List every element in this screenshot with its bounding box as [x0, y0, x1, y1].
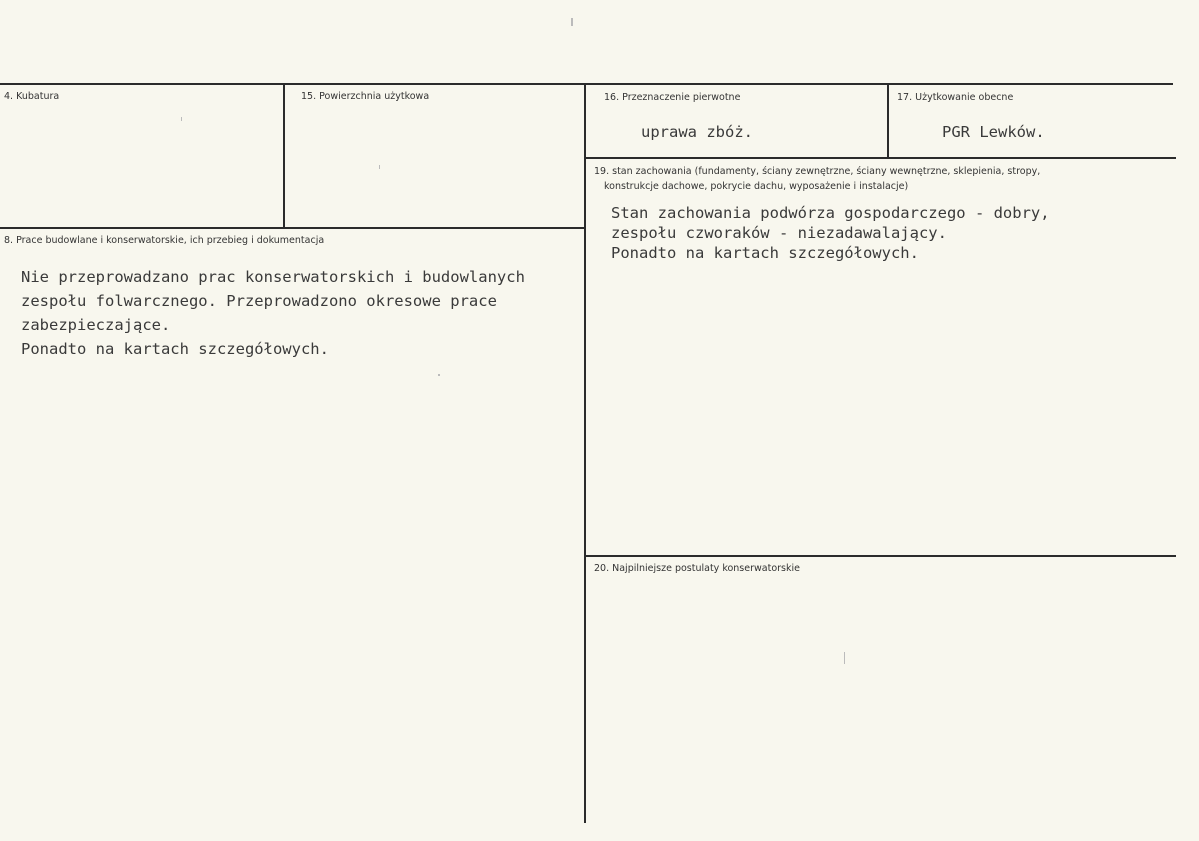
field-19-line: Ponadto na kartach szczegółowych.	[611, 244, 919, 262]
field-19-label-line: konstrukcje dachowe, pokrycie dachu, wyposażenie i instalacje)	[604, 181, 909, 192]
rule-under-14-15	[0, 227, 586, 229]
field-20-label: 20. Najpilniejsze postulaty konserwatorskie	[594, 563, 800, 574]
paper-speck	[181, 117, 182, 121]
field-17-label: 17. Użytkowanie obecne	[897, 92, 1014, 103]
divider-16-17	[887, 84, 889, 158]
field-18-line: Nie przeprowadzano prac konserwatorskich i budowlanych	[21, 268, 525, 286]
top-rule	[0, 83, 1173, 85]
field-14-label: 4. Kubatura	[4, 91, 60, 102]
field-16-value: uprawa zbóż.	[641, 123, 753, 141]
field-19-text	[611, 203, 1050, 263]
field-15-label: 15. Powierzchnia użytkowa	[301, 91, 430, 102]
field-18-line: zespołu folwarcznego. Przeprowadzono okresowe prace	[21, 292, 497, 310]
field-18-text	[21, 265, 525, 361]
paper-speck	[379, 165, 380, 169]
field-17-value: PGR Lewków.	[942, 123, 1045, 141]
field-18-line: Ponadto na kartach szczegółowych.	[21, 340, 329, 358]
field-19-line: Stan zachowania podwórza gospodarczego - dobry,	[611, 204, 1050, 222]
field-18-line: zabezpieczające.	[21, 316, 171, 334]
field-18-label: 8. Prace budowlane i konserwatorskie, ich przebieg i dokumentacja	[4, 235, 325, 246]
paper-speck	[844, 652, 845, 664]
divider-14-15	[283, 84, 285, 228]
paper-speck	[438, 374, 440, 376]
rule-above-20	[586, 555, 1176, 557]
paper-speck	[571, 18, 573, 26]
center-divider	[584, 84, 586, 823]
field-19-label	[594, 164, 1040, 194]
rule-under-16-17	[586, 157, 1176, 159]
field-16-label: 16. Przeznaczenie pierwotne	[604, 92, 741, 103]
field-19-label-line: 19. stan zachowania (fundamenty, ściany zewnętrzne, ściany wewnętrzne, sklepienia, stropy,	[594, 166, 1041, 177]
field-19-line: zespołu czworaków - niezadawalający.	[611, 224, 947, 242]
